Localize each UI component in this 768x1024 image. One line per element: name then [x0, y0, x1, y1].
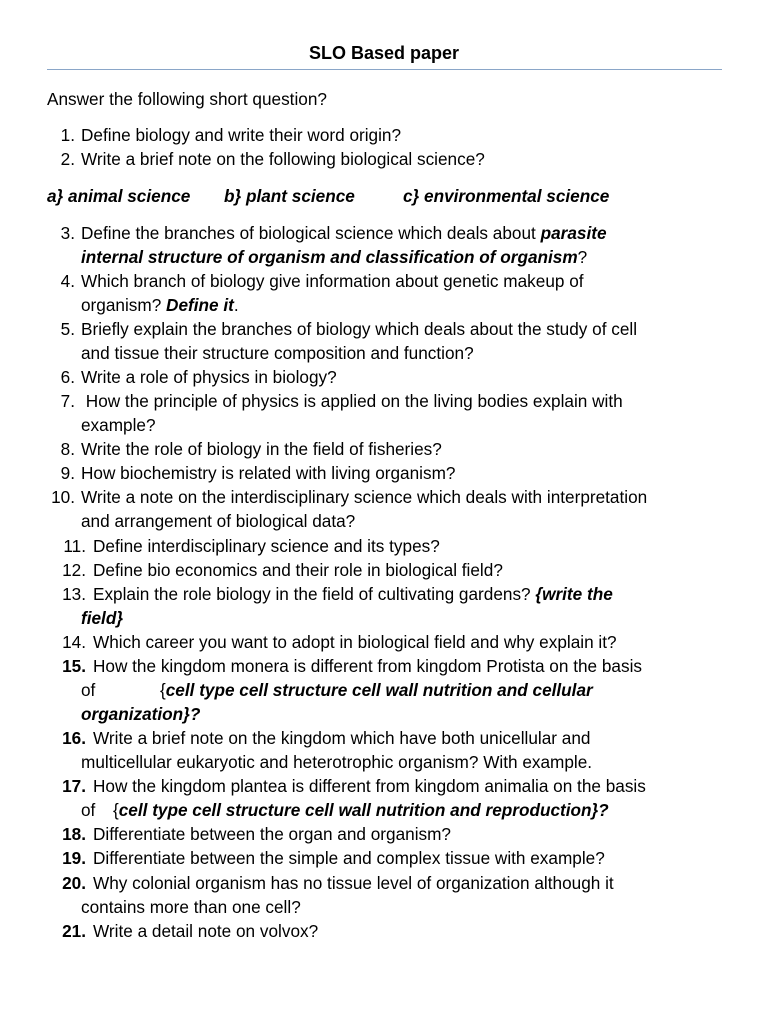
- emphasis-text: cell type cell structure cell wall nutrition and cellular: [165, 680, 593, 700]
- question-text: Write a note on the interdisciplinary science which deals with interpretation: [81, 487, 648, 507]
- emphasis-text: cell type cell structure cell wall nutrition and reproduction}?: [118, 800, 609, 820]
- question-text: Define bio economics and their role in biological field?: [93, 560, 503, 580]
- option-a: a} animal science: [47, 186, 191, 206]
- question-text: How the kingdom monera is different from kingdom Protista on the basis: [93, 656, 642, 676]
- question-text: Write the role of biology in the field of fisheries?: [81, 439, 442, 459]
- page-title: SLO Based paper: [308, 43, 460, 63]
- question-number: 13.: [62, 584, 86, 604]
- question-text: Write a brief note on the following biological science?: [81, 149, 485, 169]
- question-text-cont: {cell type cell structure cell wall nutrition and reproduction}?: [113, 800, 609, 820]
- emphasis-text: Define it: [166, 295, 234, 315]
- question-text-cont: multicellular eukaryotic and heterotrophic organism? With example.: [81, 752, 593, 772]
- question-number: 6.: [60, 367, 75, 387]
- question-text: Which branch of biology give information about genetic makeup of: [81, 271, 584, 291]
- question-number: 17.: [62, 776, 86, 796]
- question-text-cont: contains more than one cell?: [81, 897, 301, 917]
- question-text: Why colonial organism has no tissue level of organization although it: [93, 873, 614, 893]
- question-text-cont: internal structure of organism and classification of organism?: [81, 247, 588, 267]
- question-text-cont: {cell type cell structure cell wall nutrition and cellular: [160, 680, 593, 700]
- question-number: 10.: [51, 487, 75, 507]
- question-text: Differentiate between the organ and organism?: [93, 824, 451, 844]
- question-number: 20.: [62, 873, 86, 893]
- question-number: 21.: [62, 921, 86, 941]
- question-text-cont: field}: [81, 608, 124, 628]
- question-number: 1.: [60, 125, 75, 145]
- question-number: 9.: [60, 463, 75, 483]
- question-number: 11.: [63, 536, 86, 556]
- question-text: Write a brief note on the kingdom which have both unicellular and: [93, 728, 591, 748]
- question-number: 19.: [62, 848, 86, 868]
- option-b: b} plant science: [224, 186, 355, 206]
- question-text: How biochemistry is related with living organism?: [81, 463, 456, 483]
- emphasis-text: parasite: [540, 223, 607, 243]
- question-number: 4.: [60, 271, 75, 291]
- question-text: Which career you want to adopt in biological field and why explain it?: [93, 632, 617, 652]
- title-divider: [47, 69, 722, 70]
- question-text: Write a role of physics in biology?: [81, 367, 337, 387]
- question-number: 8.: [60, 439, 75, 459]
- question-text-cont: organization}?: [81, 704, 201, 724]
- question-text-cont: of: [81, 800, 96, 820]
- question-text-cont: and arrangement of biological data?: [81, 511, 356, 531]
- question-number: 15.: [62, 656, 86, 676]
- question-number: 18.: [62, 824, 86, 844]
- question-text: Write a detail note on volvox?: [93, 921, 319, 941]
- question-text: Define interdisciplinary science and its types?: [93, 536, 440, 556]
- question-text: Briefly explain the branches of biology which deals about the study of cell: [81, 319, 638, 339]
- option-c: c} environmental science: [403, 186, 610, 206]
- question-text: How the kingdom plantea is different from kingdom animalia on the basis: [93, 776, 646, 796]
- question-number: 3.: [60, 223, 75, 243]
- emphasis-text: internal structure of organism and classification of organism: [81, 247, 578, 267]
- question-text: Explain the role biology in the field of cultivating gardens? {write the: [93, 584, 613, 604]
- question-text: How the principle of physics is applied on the living bodies explain with: [81, 391, 623, 411]
- question-text-cont: example?: [81, 415, 156, 435]
- question-number: 5.: [60, 319, 75, 339]
- question-number: 2.: [60, 149, 75, 169]
- question-number: 14.: [62, 632, 86, 652]
- question-text: Define biology and write their word origin?: [81, 125, 402, 145]
- question-text-cont: of: [81, 680, 96, 700]
- question-number: 12.: [62, 560, 86, 580]
- question-number: 7.: [60, 391, 75, 411]
- instruction-text: Answer the following short question?: [47, 89, 327, 109]
- question-text-cont: organism? Define it.: [81, 295, 239, 315]
- question-number: 16.: [62, 728, 86, 748]
- emphasis-text: {write the: [535, 584, 613, 604]
- question-text: Define the branches of biological science which deals about parasite: [81, 223, 607, 243]
- question-text: Differentiate between the simple and complex tissue with example?: [93, 848, 605, 868]
- question-text-cont: and tissue their structure composition and function?: [81, 343, 474, 363]
